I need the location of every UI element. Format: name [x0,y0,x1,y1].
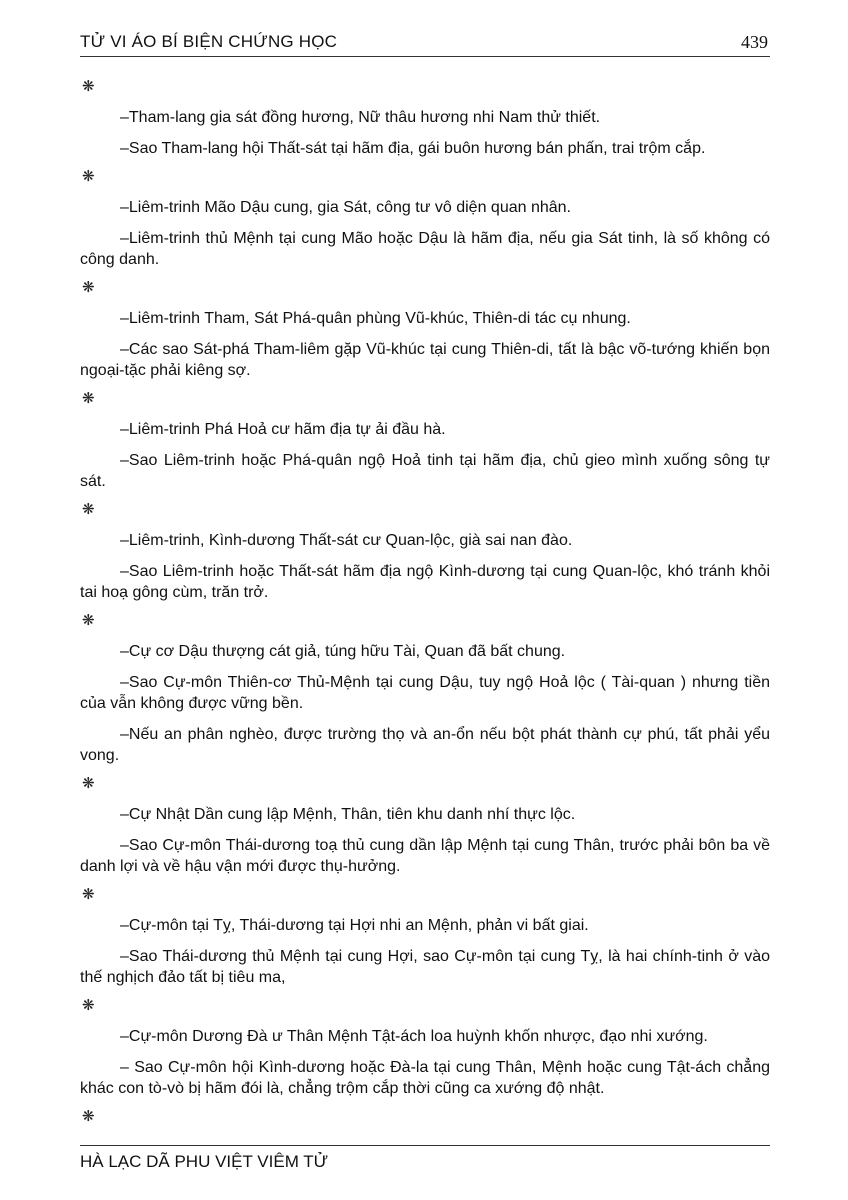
flower-ornament-icon: ❋ [82,886,95,903]
commentary-paragraph: –Sao Liêm-trinh hoặc Thất-sát hãm địa ngộ Kình-dương tại cung Quan-lộc, khó tránh khỏi tai hoạ gông cùm, trăn trở. [80,563,770,601]
verse-line: –Liêm-trinh Tham, Sát Phá-quân phùng Vũ-khúc, Thiên-di tác cụ nhung. [120,310,631,327]
commentary-paragraph: –Sao Tham-lang hội Thất-sát tại hãm địa, gái buôn hương bán phấn, trai trộm cắp. [120,140,706,157]
page-footer [80,1145,770,1172]
page-number: 439 [741,32,768,52]
verse-line: –Cự Nhật Dần cung lập Mệnh, Thân, tiên khu danh nhí thực lộc. [120,806,576,823]
commentary-paragraph: –Các sao Sát-phá Tham-liêm gặp Vũ-khúc tại cung Thiên-di, tất là bậc võ-tướng khiến bọn ngoại-tặc phải kiêng sợ. [80,341,770,379]
section-separator [80,1108,770,1137]
commentary-paragraph: – Sao Cự-môn hội Kình-dương hoặc Đà-la tại cung Thân, Mệnh hoặc cung Tật-ách chẳng khác con tò-vò bị hãm đói là, chẳng trộm cắp thời cũng ca xướng độ nhật. [80,1059,770,1097]
section-separator [80,279,770,308]
section-separator [80,78,770,107]
section-separator [80,886,770,915]
section-separator [80,168,770,197]
flower-ornament-icon: ❋ [82,612,95,629]
verse-line: –Cự-môn Dương Đà ư Thân Mệnh Tật-ách loa huỳnh khốn nhược, đạo nhi xướng. [120,1028,708,1045]
flower-ornament-icon: ❋ [82,390,95,407]
section-separator [80,501,770,530]
commentary-paragraph: –Sao Cự-môn Thái-dương toạ thủ cung dần lập Mệnh tại cung Thân, trước phải bôn ba về danh lợi và về hậu vận mới được thụ-hưởng. [80,837,770,875]
flower-ornament-icon: ❋ [82,1108,95,1125]
verse-line: –Liêm-trinh Mão Dậu cung, gia Sát, công tư vô diện quan nhân. [120,199,571,216]
flower-ornament-icon: ❋ [82,997,95,1014]
running-title: TỬ VI ÁO BÍ BIỆN CHỨNG HỌC [80,32,338,51]
commentary-paragraph: –Sao Thái-dương thủ Mệnh tại cung Hợi, sao Cự-môn tại cung Tỵ, là hai chính-tinh ở vào thế nghịch đảo tất bị tiêu ma, [80,948,770,986]
verse-line: –Liêm-trinh Phá Hoả cư hãm địa tự ải đầu hà. [120,421,446,438]
page-header [80,32,770,57]
verse-line: –Cự cơ Dậu thượng cát giả, túng hữu Tài, Quan đã bất chung. [120,643,566,660]
section-separator [80,390,770,419]
section-separator [80,997,770,1026]
section-separator [80,612,770,641]
author-footer: HÀ LẠC DÃ PHU VIỆT VIÊM TỬ [80,1152,329,1171]
commentary-paragraph: –Liêm-trinh thủ Mệnh tại cung Mão hoặc Dậu là hãm địa, nếu gia Sát tinh, là số không có công danh. [80,230,770,268]
commentary-paragraph: –Sao Liêm-trinh hoặc Phá-quân ngộ Hoả tinh tại hãm địa, chủ gieo mình xuống sông tự sát. [80,452,770,490]
verse-line: –Cự-môn tại Tỵ, Thái-dương tại Hợi nhi an Mệnh, phản vi bất giai. [120,917,589,934]
section-separator [80,775,770,804]
verse-line: –Tham-lang gia sát đồng hương, Nữ thâu hương nhi Nam thử thiết. [120,109,601,126]
flower-ornament-icon: ❋ [82,501,95,518]
verse-line: –Liêm-trinh, Kình-dương Thất-sát cư Quan-lộc, già sai nan đào. [120,532,573,549]
flower-ornament-icon: ❋ [82,279,95,296]
commentary-paragraph: –Sao Cự-môn Thiên-cơ Thủ-Mệnh tại cung Dậu, tuy ngộ Hoả lộc ( Tài-quan ) nhưng tiền của vẫn không được vững bền. [80,674,770,712]
flower-ornament-icon: ❋ [82,78,95,95]
flower-ornament-icon: ❋ [82,168,95,185]
page-body [80,78,770,1137]
commentary-paragraph: –Nếu an phân nghèo, được trường thọ và an-ổn nếu bột phát thành cự phú, tất phải yểu vong. [80,726,770,764]
flower-ornament-icon: ❋ [82,775,95,792]
